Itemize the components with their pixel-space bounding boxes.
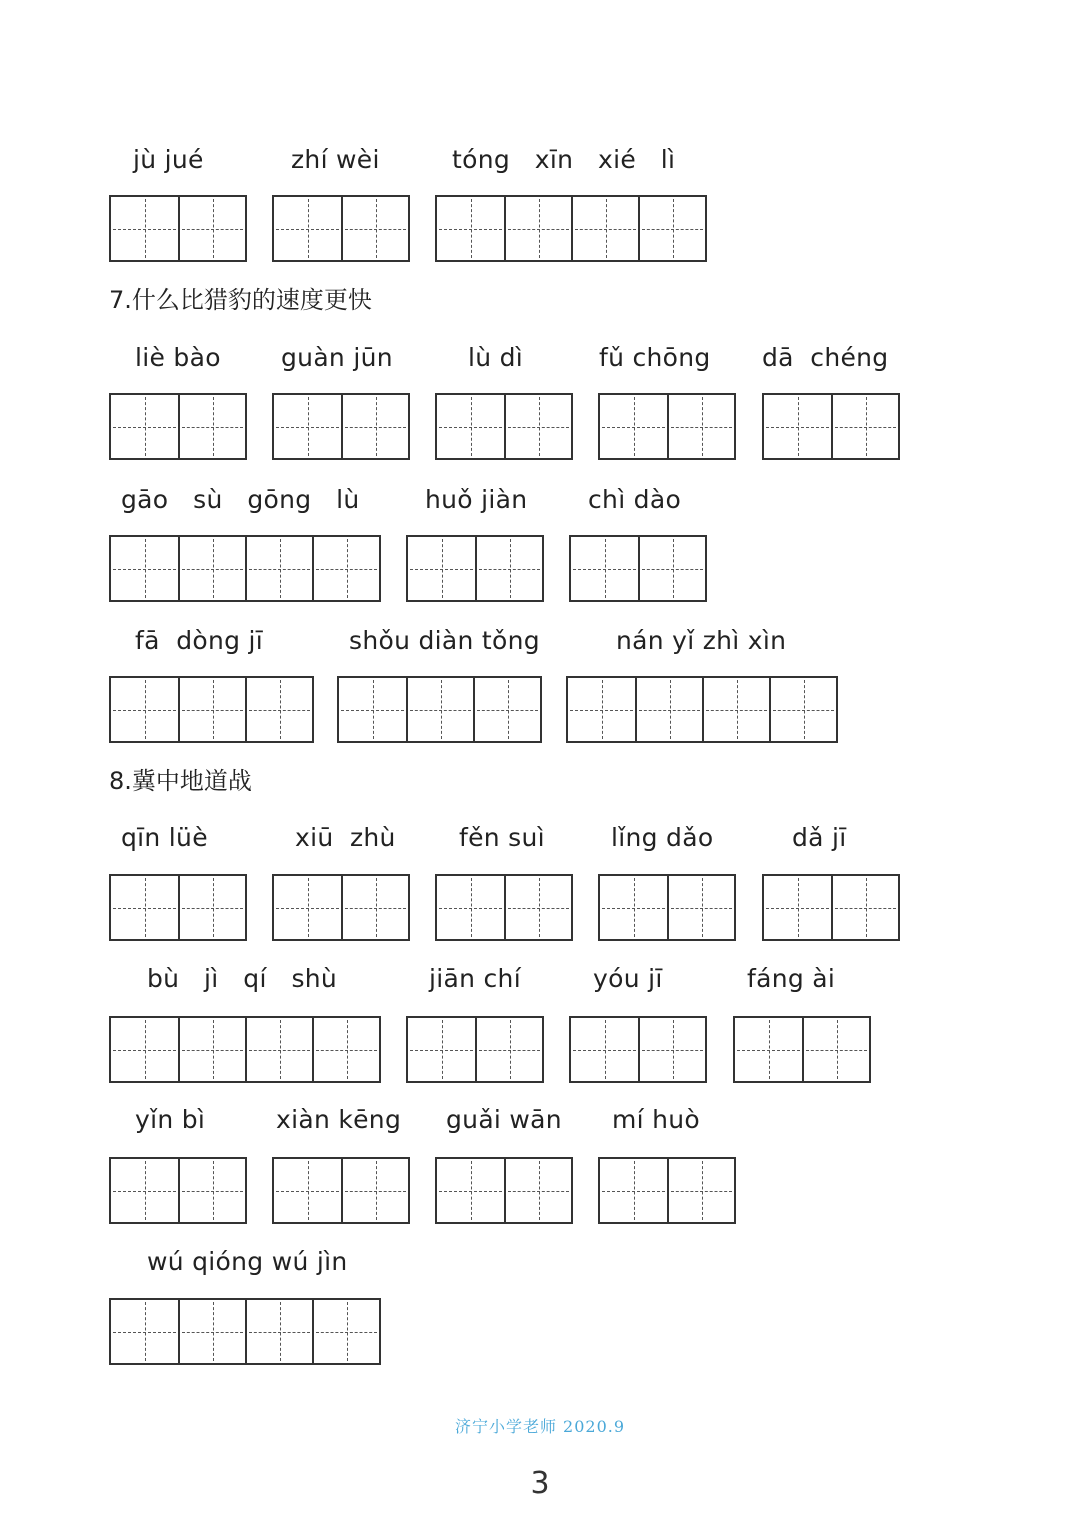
section-8-title: 8.冀中地道战 bbox=[109, 767, 252, 795]
pinyin-label: lù dì bbox=[468, 343, 524, 372]
writing-grid[interactable] bbox=[569, 535, 707, 602]
pinyin-label: xiū zhù bbox=[295, 823, 396, 852]
pinyin-label: shǒu diàn tǒng bbox=[349, 626, 540, 655]
pinyin-label: fáng ài bbox=[747, 964, 836, 993]
writing-grid[interactable] bbox=[109, 676, 314, 743]
writing-grid[interactable] bbox=[733, 1016, 871, 1083]
writing-grid[interactable] bbox=[109, 1016, 381, 1083]
writing-grid[interactable] bbox=[762, 874, 900, 941]
writing-grid[interactable] bbox=[406, 1016, 544, 1083]
footer-watermark: 济宁小学老师 2020.9 bbox=[454, 1417, 626, 1436]
pinyin-label: xiàn kēng bbox=[276, 1105, 402, 1134]
pinyin-label: fǔ chōng bbox=[599, 343, 711, 372]
page-number: 3 bbox=[530, 1466, 550, 1501]
pinyin-label: jù jué bbox=[133, 145, 204, 174]
writing-grid[interactable] bbox=[109, 874, 247, 941]
writing-grid[interactable] bbox=[569, 1016, 707, 1083]
section-7-title: 7.什么比猎豹的速度更快 bbox=[109, 286, 372, 314]
pinyin-label: liè bào bbox=[135, 343, 221, 372]
writing-grid[interactable] bbox=[272, 1157, 410, 1224]
pinyin-label: dā chéng bbox=[762, 343, 889, 372]
writing-grid[interactable] bbox=[566, 676, 838, 743]
pinyin-label: jiān chí bbox=[429, 964, 521, 993]
pinyin-label: fā dòng jī bbox=[135, 626, 264, 655]
writing-grid[interactable] bbox=[109, 195, 247, 262]
pinyin-label: gāo sù gōng lù bbox=[121, 485, 360, 514]
writing-grid[interactable] bbox=[598, 1157, 736, 1224]
writing-grid[interactable] bbox=[406, 535, 544, 602]
writing-grid[interactable] bbox=[435, 1157, 573, 1224]
pinyin-label: guàn jūn bbox=[281, 343, 393, 372]
pinyin-label: huǒ jiàn bbox=[425, 485, 528, 514]
pinyin-label: tóng xīn xié lì bbox=[452, 145, 676, 174]
writing-grid[interactable] bbox=[435, 393, 573, 460]
pinyin-label: zhí wèi bbox=[291, 145, 380, 174]
writing-grid[interactable] bbox=[337, 676, 542, 743]
writing-grid[interactable] bbox=[435, 195, 707, 262]
writing-grid[interactable] bbox=[598, 874, 736, 941]
pinyin-label: mí huò bbox=[612, 1105, 701, 1134]
writing-grid[interactable] bbox=[598, 393, 736, 460]
pinyin-label: yǐn bì bbox=[135, 1105, 206, 1134]
pinyin-label: chì dào bbox=[588, 485, 682, 514]
writing-grid[interactable] bbox=[109, 1157, 247, 1224]
pinyin-label: wú qióng wú jìn bbox=[147, 1247, 348, 1276]
writing-grid[interactable] bbox=[272, 393, 410, 460]
writing-grid[interactable] bbox=[109, 1298, 381, 1365]
writing-grid[interactable] bbox=[109, 535, 381, 602]
writing-grid[interactable] bbox=[272, 195, 410, 262]
pinyin-label: dǎ jī bbox=[792, 823, 847, 852]
pinyin-label: fěn suì bbox=[459, 823, 545, 852]
pinyin-label: lǐng dǎo bbox=[611, 823, 714, 852]
writing-grid[interactable] bbox=[272, 874, 410, 941]
writing-grid[interactable] bbox=[762, 393, 900, 460]
writing-grid[interactable] bbox=[435, 874, 573, 941]
pinyin-label: nán yǐ zhì xìn bbox=[616, 626, 787, 655]
pinyin-label: yóu jī bbox=[593, 964, 663, 993]
pinyin-label: bù jì qí shù bbox=[147, 964, 338, 993]
pinyin-label: qīn lüè bbox=[121, 823, 208, 852]
pinyin-label: guǎi wān bbox=[446, 1105, 562, 1134]
writing-grid[interactable] bbox=[109, 393, 247, 460]
